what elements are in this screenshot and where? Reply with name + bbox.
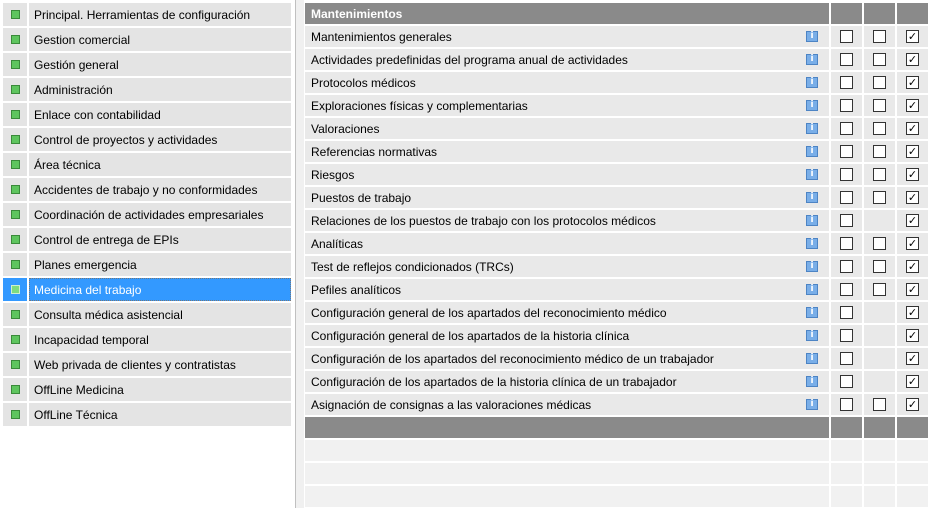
module-list-panel bbox=[0, 0, 296, 508]
table-row bbox=[305, 394, 932, 415]
permission-checkbox[interactable]: ✓ bbox=[907, 352, 918, 365]
permission-cell bbox=[864, 118, 895, 139]
permission-cell bbox=[864, 348, 895, 369]
nav-item-label: Planes emergencia bbox=[29, 253, 291, 276]
row-label: Configuración general de los apartados de la historia clínica bbox=[305, 325, 829, 346]
nav-item-icon-cell bbox=[3, 403, 27, 426]
permission-checkbox[interactable] bbox=[840, 329, 853, 342]
module-icon bbox=[11, 235, 20, 244]
permission-checkbox[interactable]: ✓ bbox=[907, 168, 918, 181]
table-row bbox=[305, 141, 932, 162]
permission-cell bbox=[897, 279, 928, 300]
nav-item-label: Administración bbox=[29, 78, 291, 101]
empty-cell bbox=[305, 463, 829, 484]
permission-cell bbox=[864, 233, 895, 254]
table-row bbox=[305, 95, 932, 116]
permission-checkbox[interactable]: ✓ bbox=[907, 53, 918, 66]
permission-cell bbox=[831, 210, 862, 231]
nav-item-label: Medicina del trabajo bbox=[29, 278, 291, 301]
table-row bbox=[305, 348, 932, 369]
permission-cell bbox=[864, 302, 895, 323]
row-label: Protocolos médicos bbox=[305, 72, 829, 93]
permission-cell bbox=[897, 233, 928, 254]
row-label: Riesgos bbox=[305, 164, 829, 185]
nav-item-icon-cell bbox=[3, 103, 27, 126]
empty-cell bbox=[831, 463, 862, 484]
module-icon bbox=[11, 410, 20, 419]
row-label: Referencias normativas bbox=[305, 141, 829, 162]
permission-checkbox[interactable] bbox=[873, 237, 886, 250]
nav-item[interactable] bbox=[3, 128, 291, 151]
module-icon bbox=[11, 35, 20, 44]
nav-item[interactable] bbox=[3, 253, 291, 276]
permission-checkbox[interactable] bbox=[873, 145, 886, 158]
permission-checkbox[interactable] bbox=[873, 30, 886, 43]
table-row bbox=[305, 72, 932, 93]
permission-checkbox[interactable]: ✓ bbox=[907, 214, 918, 227]
nav-item[interactable] bbox=[3, 3, 291, 26]
table-row bbox=[305, 233, 932, 254]
permission-checkbox[interactable] bbox=[840, 260, 853, 273]
grid-header-column bbox=[897, 3, 928, 24]
row-label: Actividades predefinidas del programa anual de actividades bbox=[305, 49, 829, 70]
nav-item[interactable] bbox=[3, 203, 291, 226]
row-label: Asignación de consignas a las valoraciones médicas bbox=[305, 394, 829, 415]
permission-checkbox[interactable]: ✓ bbox=[907, 283, 918, 296]
permission-cell bbox=[831, 348, 862, 369]
permission-cell bbox=[897, 72, 928, 93]
nav-item[interactable] bbox=[3, 53, 291, 76]
nav-item-icon-cell bbox=[3, 328, 27, 351]
permission-checkbox[interactable] bbox=[840, 375, 853, 388]
empty-cell bbox=[897, 486, 928, 507]
empty-row bbox=[305, 440, 932, 461]
info-icon[interactable]: i bbox=[806, 376, 818, 387]
nav-item[interactable] bbox=[3, 303, 291, 326]
permission-checkbox[interactable]: ✓ bbox=[907, 76, 918, 89]
empty-cell bbox=[897, 463, 928, 484]
permission-cell bbox=[897, 95, 928, 116]
permission-cell bbox=[831, 49, 862, 70]
nav-item[interactable] bbox=[3, 228, 291, 251]
nav-item[interactable] bbox=[3, 353, 291, 376]
permission-cell bbox=[864, 72, 895, 93]
permission-checkbox[interactable] bbox=[873, 122, 886, 135]
nav-item-icon-cell bbox=[3, 253, 27, 276]
info-icon[interactable]: i bbox=[806, 169, 818, 180]
row-label: Valoraciones bbox=[305, 118, 829, 139]
permission-checkbox[interactable] bbox=[840, 214, 853, 227]
nav-item[interactable] bbox=[3, 103, 291, 126]
info-icon[interactable]: i bbox=[806, 353, 818, 364]
module-icon bbox=[11, 310, 20, 319]
permission-checkbox[interactable]: ✓ bbox=[907, 99, 918, 112]
nav-item-label: Control de entrega de EPIs bbox=[29, 228, 291, 251]
permission-cell bbox=[831, 302, 862, 323]
permission-checkbox[interactable] bbox=[873, 168, 886, 181]
module-icon bbox=[11, 335, 20, 344]
permission-cell bbox=[831, 72, 862, 93]
permission-checkbox[interactable]: ✓ bbox=[907, 375, 918, 388]
permission-cell bbox=[831, 118, 862, 139]
nav-item-icon-cell bbox=[3, 3, 27, 26]
nav-item-label: OffLine Medicina bbox=[29, 378, 291, 401]
table-row bbox=[305, 210, 932, 231]
permission-cell bbox=[897, 118, 928, 139]
module-icon bbox=[11, 360, 20, 369]
info-icon[interactable]: i bbox=[806, 330, 818, 341]
module-icon bbox=[11, 260, 20, 269]
row-label: Puestos de trabajo bbox=[305, 187, 829, 208]
nav-item-label: Gestión general bbox=[29, 53, 291, 76]
row-label: Configuración de los apartados del reconocimiento médico de un trabajador bbox=[305, 348, 829, 369]
permission-checkbox[interactable]: ✓ bbox=[907, 30, 918, 43]
nav-item-label: Consulta médica asistencial bbox=[29, 303, 291, 326]
permission-checkbox[interactable] bbox=[840, 30, 853, 43]
module-icon bbox=[11, 10, 20, 19]
info-icon[interactable]: i bbox=[806, 192, 818, 203]
panel-splitter[interactable] bbox=[296, 0, 304, 508]
permission-checkbox[interactable]: ✓ bbox=[907, 398, 918, 411]
grid-header-title: Mantenimientos bbox=[305, 3, 829, 24]
permission-cell bbox=[897, 394, 928, 415]
nav-item-icon-cell bbox=[3, 228, 27, 251]
info-icon[interactable]: i bbox=[806, 261, 818, 272]
permission-cell bbox=[864, 26, 895, 47]
permission-checkbox[interactable] bbox=[873, 191, 886, 204]
permission-checkbox[interactable]: ✓ bbox=[907, 329, 918, 342]
table-row bbox=[305, 118, 932, 139]
info-icon[interactable]: i bbox=[806, 77, 818, 88]
row-label: Exploraciones físicas y complementarias bbox=[305, 95, 829, 116]
info-icon[interactable]: i bbox=[806, 284, 818, 295]
info-icon[interactable]: i bbox=[806, 31, 818, 42]
nav-item-label: Incapacidad temporal bbox=[29, 328, 291, 351]
table-row bbox=[305, 256, 932, 277]
empty-row bbox=[305, 486, 932, 507]
permission-checkbox[interactable]: ✓ bbox=[907, 260, 918, 273]
permissions-grid bbox=[305, 0, 932, 508]
permission-checkbox[interactable] bbox=[873, 398, 886, 411]
row-label: Configuración de los apartados de la historia clínica de un trabajador bbox=[305, 371, 829, 392]
module-icon bbox=[11, 160, 20, 169]
empty-row bbox=[305, 463, 932, 484]
table-row bbox=[305, 279, 932, 300]
permission-checkbox[interactable]: ✓ bbox=[907, 237, 918, 250]
permission-cell bbox=[897, 348, 928, 369]
nav-item-label: Accidentes de trabajo y no conformidades bbox=[29, 178, 291, 201]
table-row bbox=[305, 187, 932, 208]
permission-cell bbox=[864, 371, 895, 392]
nav-item[interactable] bbox=[3, 78, 291, 101]
nav-item-icon-cell bbox=[3, 378, 27, 401]
row-label: Configuración general de los apartados del reconocimiento médico bbox=[305, 302, 829, 323]
empty-cell bbox=[831, 486, 862, 507]
info-icon[interactable]: i bbox=[806, 215, 818, 226]
nav-item[interactable] bbox=[3, 28, 291, 51]
permission-checkbox[interactable] bbox=[840, 145, 853, 158]
nav-item[interactable] bbox=[3, 178, 291, 201]
row-label: Test de reflejos condicionados (TRCs) bbox=[305, 256, 829, 277]
nav-item-icon-cell bbox=[3, 53, 27, 76]
module-icon bbox=[11, 135, 20, 144]
permission-checkbox[interactable] bbox=[840, 352, 853, 365]
table-row bbox=[305, 26, 932, 47]
nav-item-label: Principal. Herramientas de configuración bbox=[29, 3, 291, 26]
grid-header-column bbox=[864, 3, 895, 24]
nav-item-icon-cell bbox=[3, 278, 27, 301]
info-icon[interactable]: i bbox=[806, 100, 818, 111]
permission-cell bbox=[831, 371, 862, 392]
permission-cell bbox=[864, 141, 895, 162]
permission-cell bbox=[831, 233, 862, 254]
empty-cell bbox=[864, 463, 895, 484]
permission-checkbox[interactable] bbox=[873, 53, 886, 66]
nav-item-icon-cell bbox=[3, 353, 27, 376]
permission-checkbox[interactable] bbox=[873, 76, 886, 89]
info-icon[interactable]: i bbox=[806, 238, 818, 249]
grid-section-header-column bbox=[864, 417, 895, 438]
permission-checkbox[interactable] bbox=[840, 99, 853, 112]
permission-cell bbox=[897, 210, 928, 231]
permission-cell bbox=[897, 187, 928, 208]
permission-cell bbox=[864, 164, 895, 185]
permission-cell bbox=[831, 279, 862, 300]
permission-checkbox[interactable] bbox=[840, 76, 853, 89]
nav-item-label: Área técnica bbox=[29, 153, 291, 176]
permission-cell bbox=[831, 164, 862, 185]
row-label: Pefiles analíticos bbox=[305, 279, 829, 300]
permission-checkbox[interactable] bbox=[840, 398, 853, 411]
module-icon bbox=[11, 385, 20, 394]
permission-cell bbox=[864, 210, 895, 231]
nav-item[interactable] bbox=[3, 153, 291, 176]
permission-cell bbox=[897, 49, 928, 70]
grid-section-header bbox=[305, 417, 829, 438]
nav-item-icon-cell bbox=[3, 153, 27, 176]
info-icon[interactable]: i bbox=[806, 146, 818, 157]
grid-section-header-column bbox=[897, 417, 928, 438]
nav-item-label: Enlace con contabilidad bbox=[29, 103, 291, 126]
permission-cell bbox=[897, 164, 928, 185]
permission-checkbox[interactable]: ✓ bbox=[907, 122, 918, 135]
empty-cell bbox=[305, 486, 829, 507]
nav-item-icon-cell bbox=[3, 28, 27, 51]
table-row bbox=[305, 302, 932, 323]
module-icon bbox=[11, 210, 20, 219]
module-icon bbox=[11, 60, 20, 69]
nav-item-label: Coordinación de actividades empresariales bbox=[29, 203, 291, 226]
table-row bbox=[305, 371, 932, 392]
permission-cell bbox=[897, 371, 928, 392]
table-row bbox=[305, 49, 932, 70]
info-icon[interactable]: i bbox=[806, 307, 818, 318]
nav-item-label: OffLine Técnica bbox=[29, 403, 291, 426]
permission-cell bbox=[831, 141, 862, 162]
permission-cell bbox=[831, 325, 862, 346]
permission-cell bbox=[864, 325, 895, 346]
permission-cell bbox=[897, 302, 928, 323]
module-icon bbox=[11, 110, 20, 119]
row-label: Mantenimientos generales bbox=[305, 26, 829, 47]
permission-cell bbox=[831, 187, 862, 208]
permission-cell bbox=[864, 187, 895, 208]
permission-checkbox[interactable] bbox=[840, 306, 853, 319]
info-icon[interactable]: i bbox=[806, 54, 818, 65]
nav-item[interactable] bbox=[3, 403, 291, 426]
module-icon bbox=[11, 285, 20, 294]
info-icon[interactable]: i bbox=[806, 399, 818, 410]
permission-cell bbox=[831, 95, 862, 116]
grid-header-row bbox=[305, 3, 932, 24]
permission-cell bbox=[864, 95, 895, 116]
permission-checkbox[interactable] bbox=[840, 237, 853, 250]
nav-item-icon-cell bbox=[3, 128, 27, 151]
nav-item-icon-cell bbox=[3, 178, 27, 201]
permission-checkbox[interactable] bbox=[840, 283, 853, 296]
empty-cell bbox=[864, 486, 895, 507]
permission-cell bbox=[864, 256, 895, 277]
permission-checkbox[interactable]: ✓ bbox=[907, 306, 918, 319]
table-row bbox=[305, 325, 932, 346]
nav-item-icon-cell bbox=[3, 78, 27, 101]
nav-item[interactable] bbox=[3, 378, 291, 401]
permission-cell bbox=[897, 141, 928, 162]
nav-item-label: Control de proyectos y actividades bbox=[29, 128, 291, 151]
nav-item[interactable] bbox=[3, 278, 291, 301]
module-icon bbox=[11, 85, 20, 94]
nav-item[interactable] bbox=[3, 328, 291, 351]
grid-section-header-row bbox=[305, 417, 932, 438]
permission-cell bbox=[831, 256, 862, 277]
permission-checkbox[interactable]: ✓ bbox=[907, 191, 918, 204]
nav-item-icon-cell bbox=[3, 303, 27, 326]
permission-checkbox[interactable] bbox=[873, 260, 886, 273]
empty-cell bbox=[305, 440, 829, 461]
permission-cell bbox=[864, 279, 895, 300]
permission-cell bbox=[864, 394, 895, 415]
nav-item-label: Gestion comercial bbox=[29, 28, 291, 51]
nav-item-icon-cell bbox=[3, 203, 27, 226]
table-row bbox=[305, 164, 932, 185]
permission-cell bbox=[831, 394, 862, 415]
permission-cell bbox=[897, 325, 928, 346]
permission-checkbox[interactable] bbox=[873, 99, 886, 112]
row-label: Relaciones de los puestos de trabajo con los protocolos médicos bbox=[305, 210, 829, 231]
nav-item-label: Web privada de clientes y contratistas bbox=[29, 353, 291, 376]
grid-section-header-column bbox=[831, 417, 862, 438]
permission-cell bbox=[831, 26, 862, 47]
permission-cell bbox=[864, 49, 895, 70]
empty-cell bbox=[897, 440, 928, 461]
permission-checkbox[interactable] bbox=[840, 122, 853, 135]
permission-checkbox[interactable] bbox=[840, 168, 853, 181]
module-icon bbox=[11, 185, 20, 194]
permission-checkbox[interactable] bbox=[840, 53, 853, 66]
permission-cell bbox=[897, 26, 928, 47]
permission-checkbox[interactable]: ✓ bbox=[907, 145, 918, 158]
permission-cell bbox=[897, 256, 928, 277]
empty-cell bbox=[864, 440, 895, 461]
info-icon[interactable]: i bbox=[806, 123, 818, 134]
permission-checkbox[interactable] bbox=[840, 191, 853, 204]
grid-header-column bbox=[831, 3, 862, 24]
permission-checkbox[interactable] bbox=[873, 283, 886, 296]
empty-cell bbox=[831, 440, 862, 461]
row-label: Analíticas bbox=[305, 233, 829, 254]
